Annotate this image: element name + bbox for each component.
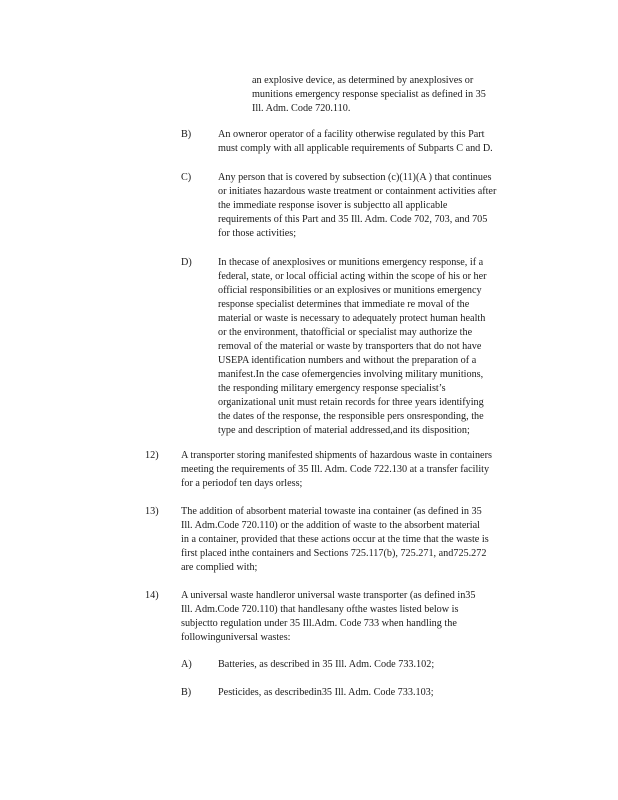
text-line: Ill. Adm.Code 720.110) that handlesany ofthe wastes listed below is [181, 604, 459, 615]
section-number: 13) [145, 506, 159, 517]
item-marker: B) [181, 687, 192, 698]
section-number: 12) [145, 450, 159, 461]
text-line: subjectto regulation under 35 Ill.Adm. Code 733 when handling the [181, 618, 457, 629]
item-marker: C) [181, 172, 192, 183]
text-line: Ill. Adm. Code 720.110. [252, 103, 351, 114]
text-line: A universal waste handleror universal waste transporter (as defined in35 [181, 590, 476, 601]
text-line: USEPA identification numbers and without the preparation of a [218, 355, 477, 366]
text-line: in a container, provided that these actions occur at the time that the waste is [181, 534, 489, 545]
text-line: or the environment, thatofficial or specialist may authorize the [218, 327, 473, 338]
text-line: Batteries, as described in 35 Ill. Adm. Code 733.102; [218, 659, 435, 670]
section-number: 14) [145, 590, 159, 601]
text-line: material or waste is necessary to adequately protect human health [218, 313, 486, 324]
text-line: first placed inthe containers and Sections 725.117(b), 725.271, and725.272 [181, 548, 487, 559]
text-line: Pesticides, as describedin35 Ill. Adm. Code 733.103; [218, 687, 434, 698]
text-line: the immediate response isover is subjectto all applicable [218, 200, 448, 211]
text-line: the dates of the response, the responsible pers onsresponding, the [218, 411, 484, 422]
text-line: are complied with; [181, 562, 258, 573]
text-line: followinguniversal wastes: [181, 632, 291, 643]
text-line: type and description of material addressed,and its disposition; [218, 425, 470, 436]
text-line: requirements of this Part and 35 Ill. Adm. Code 702, 703, and 705 [218, 214, 488, 225]
text-line: federal, state, or local official acting within the scope of his or her [218, 271, 487, 282]
text-line: The addition of absorbent material towaste ina container (as defined in 35 [181, 506, 482, 517]
text-line: An ownеror operator of a facility otherwise regulated by this Part [218, 129, 485, 140]
text-line: must comply with all applicable requirements of Subparts C and D. [218, 143, 493, 154]
text-line: official responsibilities or an explosives or munitions emergency [218, 285, 482, 296]
text-line: meeting the requirements of 35 Ill. Adm. Code 722.130 at a transfer facility [181, 464, 490, 475]
text-line: manifest.In the case ofemergencies involving military munitions, [218, 369, 484, 380]
item-marker: B) [181, 129, 192, 140]
text-line: In thecase of anexplosives or munitions emergency response, if a [218, 257, 484, 268]
text-line: for those activities; [218, 228, 297, 239]
text-line: response specialist determines that immediate re moval of the [218, 299, 470, 310]
text-line: for a periodof ten days orless; [181, 478, 303, 489]
text-line: Ill. Adm.Code 720.110) or the addition of waste to the absorbent material [181, 520, 480, 531]
text-line: A transporter storing manifested shipments of hazardous waste in containers [181, 450, 492, 461]
text-line: or initiates hazardous waste treatment or containment activities after [218, 186, 497, 197]
text-line: removal of the material or waste by transporters that do not have [218, 341, 482, 352]
item-marker: D) [181, 257, 192, 268]
item-marker: A) [181, 659, 192, 670]
text-line: organizational unit must retain records for three years identifying [218, 397, 484, 408]
text-line: an explosive device, as determined by anexplosives or [252, 75, 474, 86]
text-line: the responding military emergency response specialist’s [218, 383, 446, 394]
text-line: Any person that is covered by subsection (c)(11)(A ) that continues [218, 172, 492, 183]
text-line: munitions emergency response specialist as defined in 35 [252, 89, 486, 100]
